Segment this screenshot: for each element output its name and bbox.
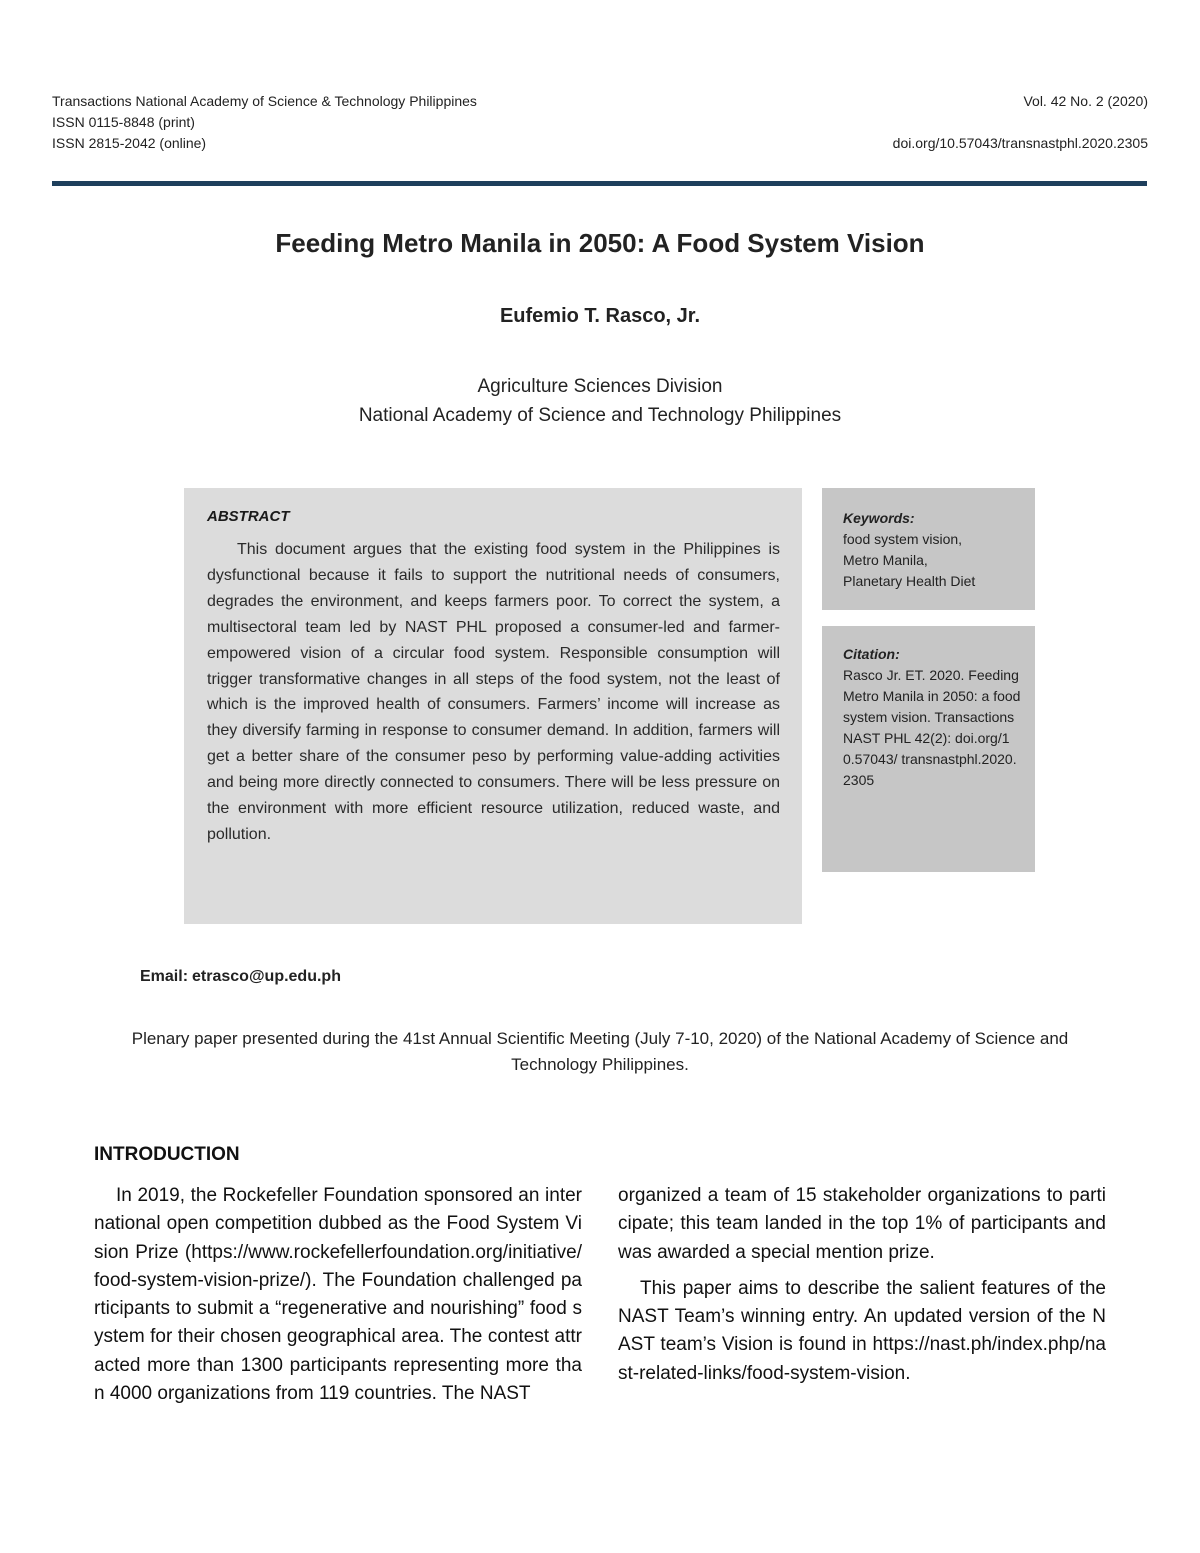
issn-online: ISSN 2815-2042 (online) <box>52 135 207 151</box>
affiliation <box>0 372 1200 430</box>
issue-info <box>893 91 1148 154</box>
section-heading-introduction: INTRODUCTION <box>94 1144 240 1165</box>
journal-name: Transactions National Academy of Science & Technology Philippines <box>52 93 477 109</box>
abstract-box <box>184 488 802 924</box>
journal-header <box>52 91 477 154</box>
header-divider <box>52 181 1147 186</box>
author-name: Eufemio T. Rasco, Jr. <box>499 305 701 327</box>
paper-title: Feeding Metro Manila in 2050: A Food System Vision <box>275 228 925 258</box>
abstract-body: This document argues that the existing food system in the Philippines is dysfunctional because it fails to support the nutritional needs of consumers, degrades the environment, and keeps farmers poor. To correct the system, a multisectoral team led by NAST PHL proposed a consumer-led and farmer-empowered vision of a circular food system. Responsible consumption will trigger transformative changes in all steps of the food system, not the least of which is the improved health of consumers. Farmers’ income will increase as they diversify farming in response to consumer demand. In addition, farmers will get a better share of the consumer peso by performing value-adding activities and being more directly connected to consumers. There will be less pressure on the environment with more efficient resource utilization, reduced waste, and pollution. <box>207 541 780 843</box>
issn-print: ISSN 0115-8848 (print) <box>52 114 195 130</box>
email-line <box>140 968 345 986</box>
keyword-item: Planetary Health Diet <box>843 573 976 589</box>
keywords-box <box>822 488 1035 610</box>
intro-paragraph: This paper aims to describe the salient features of the NAST Team’s winning entry. An updated version of the NAST team’s Vision is found in https://nast.ph/index.php/nast-related-links/food-system-vision. <box>618 1277 1106 1384</box>
intro-column-right <box>618 1182 1106 1396</box>
plenary-note: Plenary paper presented during the 41st Annual Scientific Meeting (July 7-10, 2020) of the National Academy of Science and Technology Philippines. <box>131 1029 1069 1074</box>
volume-issue: Vol. 42 No. 2 (2020) <box>1023 93 1148 109</box>
email-address[interactable]: etrasco@up.edu.ph <box>192 968 341 985</box>
email-label: Email: <box>140 968 189 985</box>
keyword-item: Metro Manila, <box>843 552 928 568</box>
keywords-heading: Keywords: <box>843 510 915 526</box>
intro-column-left: In 2019, the Rockefeller Foundation sponsored an international open competition dubbed as the Food System Vision Prize (https://www.rockefellerfoundation.org/initiative/food-system-vision-prize/). The Foundation challenged participants to submit a “regenerative and nourishing” food system for their chosen geographical area. The contest attracted more than 1300 participants representing more than 4000 organizations from 119 countries. The NAST <box>94 1185 582 1405</box>
doi-link[interactable]: doi.org/10.57043/transnastphl.2020.2305 <box>892 135 1148 151</box>
abstract-heading: ABSTRACT <box>207 508 290 525</box>
citation-heading: Citation: <box>843 646 900 662</box>
affiliation-institution: National Academy of Science and Technology Philippines <box>358 405 842 426</box>
keyword-item: food system vision, <box>843 531 963 547</box>
intro-paragraph: organized a team of 15 stakeholder organizations to participate; this team landed in the top 1% of participants and was awarded a special mention prize. <box>618 1185 1106 1263</box>
citation-text: Rasco Jr. ET. 2020. Feeding Metro Manila in 2050: a food system vision. Transactions NAST PHL 42(2): doi.org/10.57043/ transnastphl.2020.2305 <box>843 667 1021 788</box>
affiliation-division: Agriculture Sciences Division <box>477 376 723 397</box>
citation-box <box>822 626 1035 872</box>
